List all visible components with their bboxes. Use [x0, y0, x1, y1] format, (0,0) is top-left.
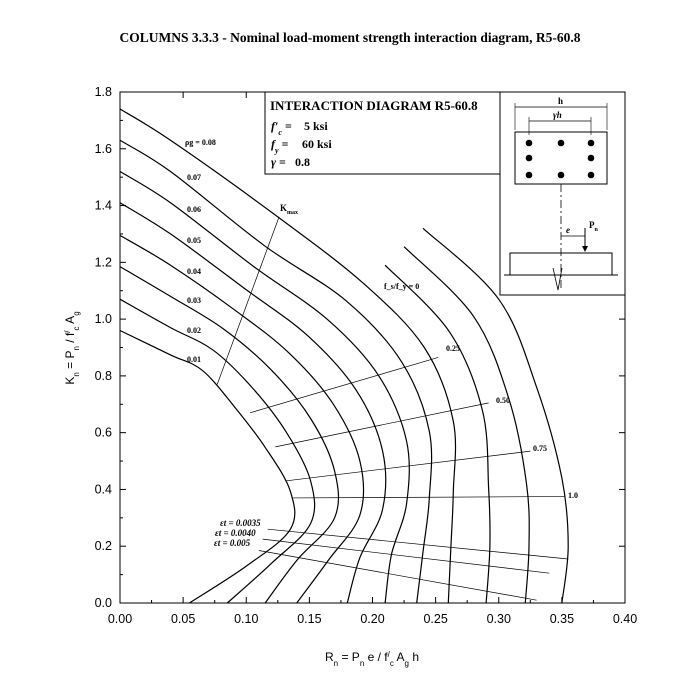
fs-line-3 — [285, 451, 530, 481]
rho-label-7: 0.01 — [187, 355, 201, 364]
y-tick-label-7: 1.4 — [94, 198, 112, 213]
strain-label-2: εt = 0.005 — [214, 538, 251, 548]
y-tick-label-5: 1.0 — [94, 312, 112, 327]
info-heading: INTERACTION DIAGRAM R5-60.8 — [270, 98, 478, 113]
strain-label-1: εt = 0.0040 — [215, 528, 256, 538]
curve-rho-0-06 — [120, 172, 409, 604]
svg-text:Rn = Pn e / f/c Ag h: $R_n = P_n$ e / $f^/_c$ $A_g$ h — [325, 649, 419, 668]
rho-label-2: 0.06 — [187, 205, 201, 214]
x-tick-label-1: 0.05 — [170, 612, 196, 626]
curve-rho-0-01 — [120, 331, 295, 604]
info-gamma-value: 0.8 — [295, 155, 310, 169]
strain-line-2 — [259, 550, 537, 600]
curve-rho-0-05 — [120, 203, 386, 603]
svg-text:Kn = Pn / f/c Ag: $K_n = P_n / f^/_c$ $A_g$ — [62, 311, 81, 385]
fs-label-1: 0.25 — [446, 344, 460, 353]
y-axis-label — [63, 311, 81, 384]
curve-rho-0-03 — [120, 267, 339, 603]
x-tick-label-8: 0.40 — [612, 612, 638, 626]
fs-line-2 — [275, 403, 488, 447]
x-tick-label-7: 0.35 — [549, 612, 575, 626]
strain-label-0: εt = 0.0035 — [220, 518, 261, 528]
rho-label-5: 0.03 — [187, 296, 201, 305]
gamma-h-label: γh — [553, 110, 562, 120]
y-tick-label-2: 0.4 — [94, 482, 112, 497]
fs-line-4 — [292, 497, 565, 498]
info-gamma-symbol: γ = — [271, 155, 286, 169]
y-tick-label-1: 0.2 — [94, 539, 112, 554]
pn-label: $P_n$ — [589, 220, 598, 233]
k-max-label: $K_{max}$ — [280, 203, 299, 216]
fs-label-3: 0.75 — [533, 444, 547, 453]
x-tick-label-6: 0.30 — [486, 612, 511, 626]
rho-label-3: 0.05 — [187, 236, 201, 245]
section-diagram — [500, 92, 625, 295]
fs-label-2: 0.50 — [496, 396, 510, 405]
page-title: COLUMNS 3.3.3 - Nominal load-moment strength interaction diagram, R5-60.8 — [119, 30, 581, 45]
rho-label-0: ρg = 0.08 — [185, 138, 216, 147]
info-fy-symbol: $f_y$ = — [271, 137, 289, 155]
x-axis-label — [325, 650, 419, 668]
curve-rho-0-08 — [120, 109, 456, 603]
x-tick-label-0: 0.00 — [107, 612, 133, 626]
y-tick-label-0: 0.0 — [94, 596, 112, 610]
outer-curve-0 — [385, 265, 490, 603]
rho-label-1: 0.07 — [187, 173, 201, 182]
info-fc-value: 5 ksi — [304, 119, 328, 133]
e-label: e — [566, 225, 570, 235]
y-tick-label-4: 0.8 — [94, 368, 112, 383]
x-tick-label-4: 0.20 — [360, 612, 385, 626]
y-tick-label-8: 1.6 — [94, 141, 112, 156]
info-fc-symbol: $f'_c$ = — [271, 119, 292, 137]
h-label: h — [558, 96, 564, 106]
y-tick-label-6: 1.2 — [94, 255, 112, 270]
info-fy-value: 60 ksi — [302, 137, 332, 151]
fs-label-4: 1.0 — [568, 491, 578, 500]
y-tick-label-3: 0.6 — [94, 425, 112, 440]
x-tick-label-5: 0.25 — [423, 612, 448, 626]
x-tick-label-2: 0.10 — [234, 612, 259, 626]
fs-line-1 — [250, 357, 438, 412]
curve-rho-0-07 — [120, 140, 432, 603]
rho-label-6: 0.02 — [187, 326, 201, 335]
fs-label-0: f_s/f_y = 0 — [384, 282, 420, 291]
y-tick-label-9: 1.8 — [94, 85, 112, 99]
fs-line-0 — [217, 217, 279, 384]
rho-label-4: 0.04 — [187, 267, 201, 276]
info-box — [265, 92, 501, 174]
x-tick-label-3: 0.15 — [297, 612, 322, 626]
strain-line-1 — [263, 539, 550, 573]
